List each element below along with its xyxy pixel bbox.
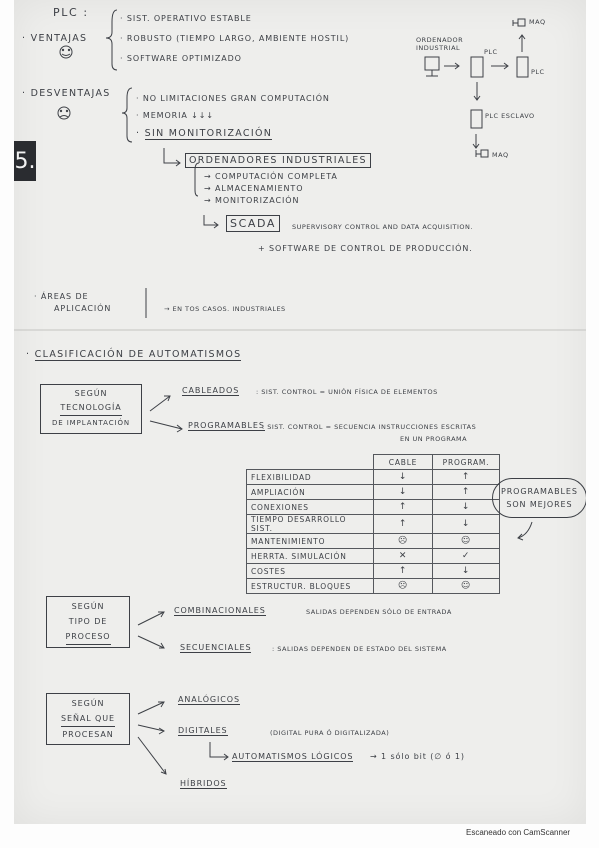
scada-software: + SOFTWARE DE CONTROL DE PRODUCCIÓN. xyxy=(258,244,473,253)
plc-heading: PLC : xyxy=(53,6,89,19)
secuenciales-desc: : SALIDAS DEPENDEN DE ESTADO DEL SISTEMA xyxy=(272,645,447,653)
hibridos-label: HÍBRIDOS xyxy=(180,779,227,788)
desventajas-label: · DESVENTAJAS xyxy=(22,88,111,99)
digitales-desc: (DIGITAL PURA Ó DIGITALIZADA) xyxy=(270,729,390,737)
maq-bottom-label: MAQ xyxy=(492,151,509,159)
column-header: CABLE xyxy=(374,455,433,470)
ventaja-item: · ROBUSTO (TIEMPO LARGO, AMBIENTE HOSTIL) xyxy=(120,34,350,43)
table-row: MANTENIMIENTO ☹ ☺ xyxy=(247,534,500,549)
digitales-label: DIGITALES xyxy=(178,726,228,735)
plc-label: PLC xyxy=(484,48,498,56)
scanner-watermark: Escaneado con CamScanner xyxy=(466,828,571,837)
ventajas-label: · VENTAJAS xyxy=(22,33,88,44)
column-header: PROGRAM. xyxy=(433,455,500,470)
cableados-desc: : SIST. CONTROL = UNIÓN FÍSICA DE ELEMENTOS xyxy=(256,388,438,396)
programables-desc-2: EN UN PROGRAMA xyxy=(400,435,468,443)
plc-right-label: PLC xyxy=(531,68,545,76)
maq-top-label: MAQ xyxy=(529,18,546,26)
ventaja-item: · SOFTWARE OPTIMIZADO xyxy=(120,54,242,63)
table-row: COSTES ↑ ↓ xyxy=(247,564,500,579)
tecnologia-box: SEGÚN TECNOLOGÍA DE IMPLANTACIÓN xyxy=(40,384,142,434)
table-row: FLEXIBILIDAD ↓ ↑ xyxy=(247,470,500,485)
notebook-page xyxy=(14,0,586,824)
section-number: 5. xyxy=(14,141,36,181)
automatismos-desc: → 1 sólo bit (∅ ó 1) xyxy=(370,752,465,761)
programables-label: PROGRAMABLES xyxy=(188,421,265,430)
plc-esclavo-label: PLC ESCLAVO xyxy=(485,112,535,120)
table-row: AMPLIACIÓN ↓ ↑ xyxy=(247,485,500,500)
combinacionales-desc: SALIDAS DEPENDEN SÓLO DE ENTRADA xyxy=(306,608,452,616)
ordenadores-item: → ALMACENAMIENTO xyxy=(204,184,304,193)
table-row: TIEMPO DESARROLLO SIST. ↑ ↓ xyxy=(247,515,500,534)
comparison-table xyxy=(246,454,500,594)
areas-label-2: APLICACIÓN xyxy=(54,304,112,313)
table-header-row xyxy=(247,455,500,470)
table-row: HERRTA. SIMULACIÓN ✕ ✓ xyxy=(247,549,500,564)
programables-desc: : SIST. CONTROL = SECUENCIA INSTRUCCIONES ESCRITAS xyxy=(262,423,477,431)
secuenciales-label: SECUENCIALES xyxy=(180,643,252,652)
combinacionales-label: COMBINACIONALES xyxy=(174,606,266,615)
programables-note: PROGRAMABLES SON MEJORES xyxy=(492,478,586,518)
table-row: ESTRUCTUR. BLOQUES ☹ ☺ xyxy=(247,579,500,594)
automatismos-label: AUTOMATISMOS LÓGICOS xyxy=(232,752,354,761)
scada-box: SCADA xyxy=(226,217,280,230)
senal-box: SEGÚN SEÑAL QUE PROCESAN xyxy=(46,693,130,745)
ordenadores-item: → COMPUTACIÓN COMPLETA xyxy=(204,172,338,181)
cableados-label: CABLEADOS xyxy=(182,386,240,395)
desventaja-item: · NO LIMITACIONES GRAN COMPUTACIÓN xyxy=(136,94,330,103)
ventaja-item: · SIST. OPERATIVO ESTABLE xyxy=(120,14,252,23)
areas-value: → EN TOS CASOS. INDUSTRIALES xyxy=(164,305,286,313)
scada-description: SUPERVISORY CONTROL AND DATA ACQUISITION. xyxy=(292,223,473,231)
ordenadores-item: → MONITORIZACIÓN xyxy=(204,196,300,205)
clasificacion-title: · CLASIFICACIÓN DE AUTOMATISMOS xyxy=(26,349,242,360)
ordenadores-title: ORDENADORES INDUSTRIALES xyxy=(185,155,371,166)
desventaja-item: · MEMORIA ↓↓↓ xyxy=(136,111,214,120)
proceso-box: SEGÚN TIPO DE PROCESO xyxy=(46,596,130,648)
analogicos-label: ANALÓGICOS xyxy=(178,695,240,704)
desventaja-item: · SIN MONITORIZACIÓN xyxy=(136,128,273,139)
areas-label: · ÁREAS DE xyxy=(34,292,89,301)
table-row: CONEXIONES ↑ ↓ xyxy=(247,500,500,515)
ordenador-label: ORDENADOR INDUSTRIAL xyxy=(416,36,464,52)
